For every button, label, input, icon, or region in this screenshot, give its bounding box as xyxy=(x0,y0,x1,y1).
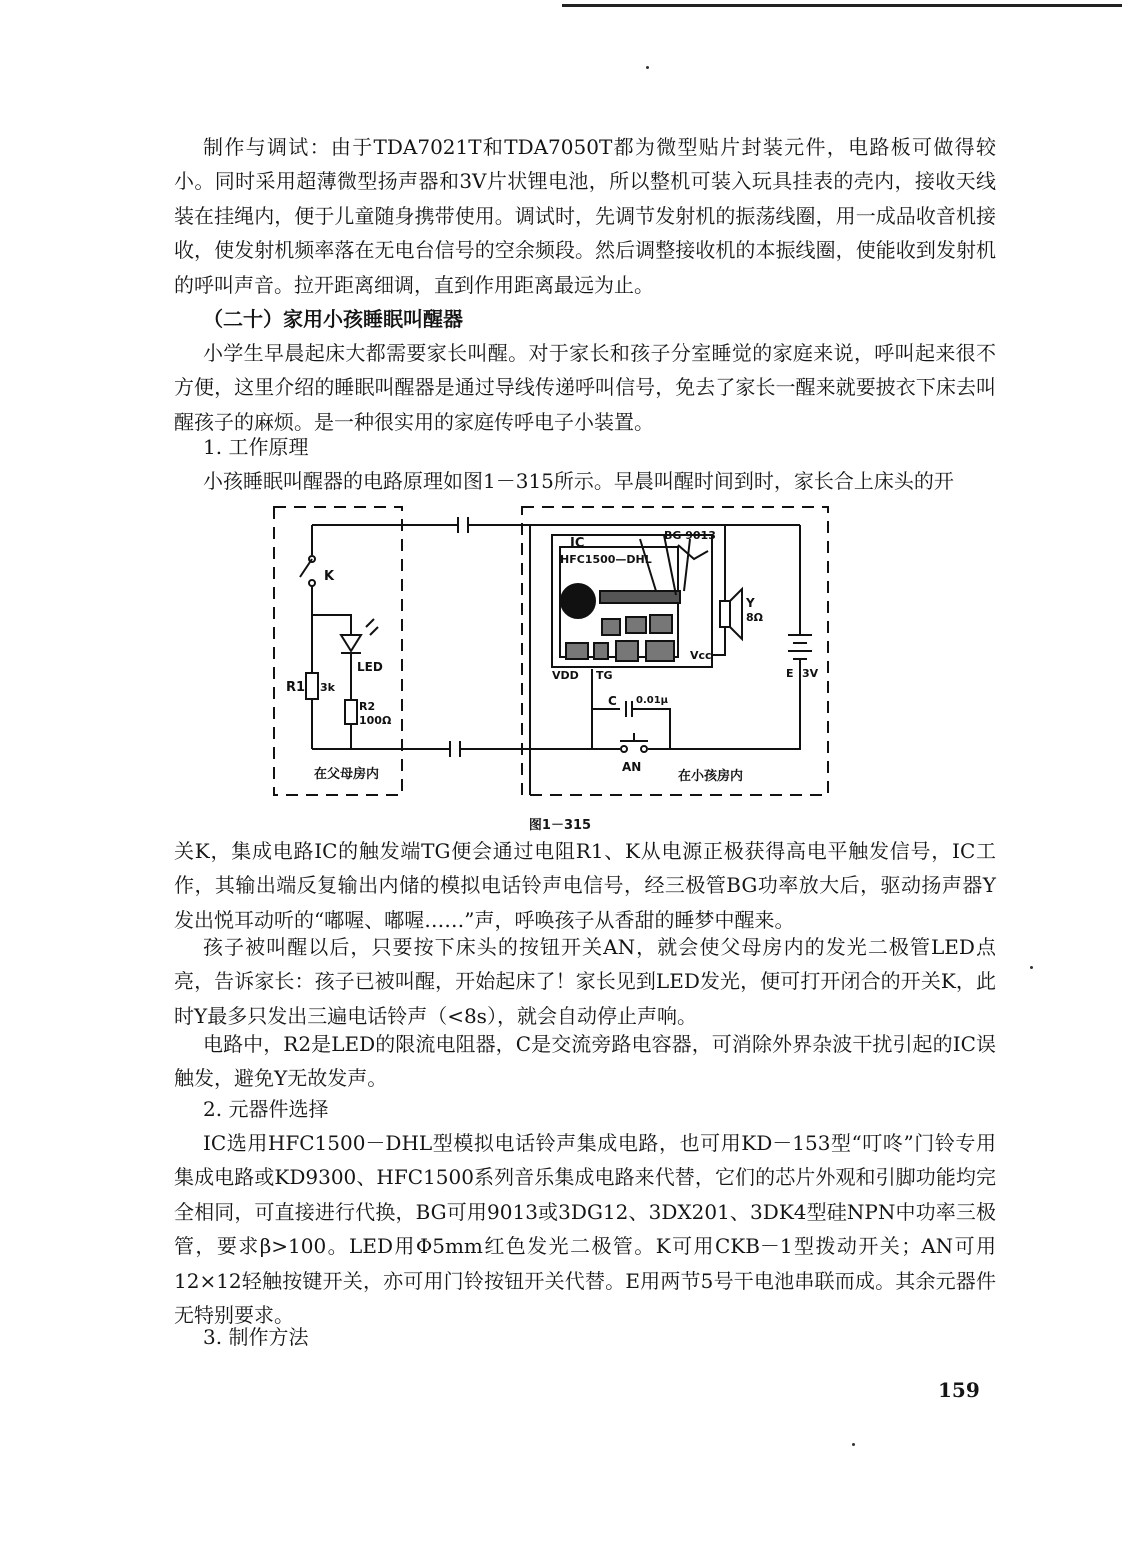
scan-top-border xyxy=(562,4,1122,7)
label-c-value: 0.01μ xyxy=(636,695,669,706)
label-y-value: 8Ω xyxy=(746,611,764,624)
paragraph-an-switch: 孩子被叫醒以后，只要按下床头的按钮开关AN，就会使父母房内的发光二极管LED点亮，告诉家长：孩子已被叫醒，开始起床了！家长见到LED发光，便可打开闭合的开关K，此时Y最多只发出三遍电话铃声（<8s），就会自动停止声响。 xyxy=(174,935,996,1028)
label-e-value: 3V xyxy=(802,667,819,680)
section-heading: （二十）家用小孩睡眠叫醒器 xyxy=(203,307,463,331)
label-r2-value: 100Ω xyxy=(359,714,392,727)
subheading-components: 2. 元器件选择 xyxy=(203,1097,329,1121)
label-vcc: Vcc xyxy=(690,649,712,662)
figure-caption: 图1－315 xyxy=(528,818,592,833)
scan-speck xyxy=(646,66,649,69)
label-ic: IC xyxy=(570,536,585,551)
label-r2: R2 xyxy=(359,700,376,713)
label-c: C xyxy=(608,694,617,708)
label-r1: R1 xyxy=(286,680,306,695)
subheading-method: 3. 制作方法 xyxy=(203,1325,309,1349)
scan-speck xyxy=(852,1443,855,1446)
paragraph-principle-start: 小孩睡眠叫醒器的电路原理如图1－315所示。早晨叫醒时间到时，家长合上床头的开 xyxy=(203,469,954,493)
label-ic-model: HFC1500—DHL xyxy=(560,553,652,566)
label-parents-room: 在父母房内 xyxy=(314,767,380,782)
label-an: AN xyxy=(622,760,642,774)
label-k: K xyxy=(324,569,335,584)
label-y: Y xyxy=(746,596,755,610)
paragraph-intro: 小学生早晨起床大都需要家长叫醒。对于家长和孩子分室睡觉的家庭来说，呼叫起来很不方便，这里介绍的睡眠叫醒器是通过导线传递呼叫信号，免去了家长一醒来就要披衣下床去叫醒孩子的麻烦。是一种很实用的家庭传呼电子小装置。 xyxy=(174,341,996,434)
subheading-principle: 1. 工作原理 xyxy=(203,435,309,459)
label-vdd: VDD xyxy=(552,669,579,682)
label-r1-value: 3k xyxy=(320,681,335,694)
paragraph-components: IC选用HFC1500－DHL型模拟电话铃声集成电路，也可用KD－153型“叮咚”门铃专用集成电路或KD9300、HFC1500系列音乐集成电路来代替，它们的芯片外观和引脚功能均完全相同，可直接进行代换，BG可用9013或3DG12、3DX201、3DK4型硅NPN中功率三极管，要求β>100。LED用Φ5mm红色发光二极管。K可用CKB－1型拨动开关；AN可用12×12轻触按键开关，亦可用门铃按钮开关代替。E用两节5号干电池串联而成。其余元器件无特别要求。 xyxy=(174,1131,996,1328)
paragraph-fabrication-debug: 制作与调试：由于TDA7021T和TDA7050T都为微型贴片封装元件，电路板可做得较小。同时采用超薄微型扬声器和3V片状锂电池，所以整机可装入玩具挂表的壳内，接收天线装在挂绳内，便于儿童随身携带使用。调试时，先调节发射机的振荡线圈，用一成品收音机接收，使发射机频率落在无电台信号的空余频段。然后调整接收机的本振线圈，使能收到发射机的呼叫声音。拉开距离细调，直到作用距离最远为止。 xyxy=(174,135,996,297)
circuit-diagram xyxy=(260,495,845,810)
label-bg: BG 9013 xyxy=(664,529,716,542)
scan-speck xyxy=(1030,966,1033,969)
label-e: E xyxy=(786,667,794,680)
paragraph-r2-c: 电路中，R2是LED的限流电阻器，C是交流旁路电容器，可消除外界杂波干扰引起的IC误触发，避免Y无故发声。 xyxy=(174,1032,996,1091)
page-number: 159 xyxy=(938,1378,980,1402)
label-child-room: 在小孩房内 xyxy=(678,769,744,784)
label-tg: TG xyxy=(596,669,613,682)
label-led: LED xyxy=(357,660,383,674)
paragraph-principle-continued: 关K，集成电路IC的触发端TG便会通过电阻R1、K从电源正极获得高电平触发信号，IC工作，其输出端反复输出内储的模拟电话铃声电信号，经三极管BG功率放大后，驱动扬声器Y发出悦耳动听的“嘟喔、嘟喔……”声，呼唤孩子从香甜的睡梦中醒来。 xyxy=(174,839,996,932)
